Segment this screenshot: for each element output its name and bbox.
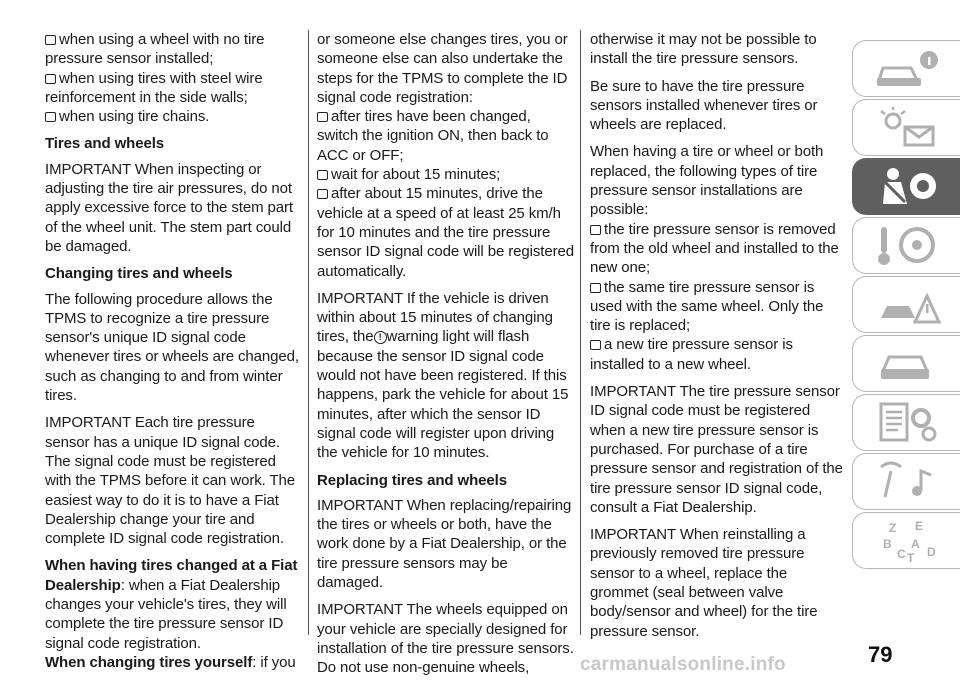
index-letter: Z [888,520,896,535]
column-3 [590,30,845,649]
inline-bold: When changing tires yourself [45,653,253,671]
tab-safety[interactable] [852,158,960,215]
tpms-warning-icon: ! [374,331,387,344]
paragraph-text: warning light will flash because the sensor ID signal code would not have been registered. If this happens, park the vehicle for about 15 minutes, after which the sensor ID signal code will register upon driving the vehicle for 10 minutes. [317,328,569,462]
tab-warning-lights[interactable] [852,99,960,156]
paragraph-text: : when a Fiat Dealership changes your vehicle's tires, they will complete the tire pressure sensor ID signal code registration. [45,576,287,652]
technical-data-icon [871,400,943,446]
chapter-tabs [852,40,960,571]
paragraph [45,653,300,672]
paragraph: Be sure to have the tire pressure sensors installed whenever tires or wheels are replaced. [590,77,818,134]
car-info-icon [871,46,943,92]
paragraph-text: IMPORTANT If the vehicle is driven within about 15 minutes of changing tires, the [317,289,553,346]
steering-wheel-key-icon [871,223,943,269]
watermark: carmanualsonline.info [580,654,786,675]
tab-car-info[interactable] [852,40,960,97]
bullet-item: after about 15 minutes, drive the vehicle at a speed of at least 25 km/h for 10 minutes and the tire pressure sensor ID signal code will be registered automatically. [317,185,574,280]
paragraph [45,556,300,652]
paragraph: The following procedure allows the TPMS to recognize a tire pressure sensor's unique ID signal code whenever tires or wheels are changed, such as changing to and from winter tires. [45,290,299,405]
bullet-item: the same tire pressure sensor is used with the same wheel. Only the tire is replaced; [590,278,845,336]
page-number: 79 [868,642,893,667]
bullet-item: the tire pressure sensor is removed from the old wheel and installed to the new one; [590,220,845,278]
car-service-icon [871,341,943,387]
tab-emergency[interactable] [852,276,960,333]
paragraph: IMPORTANT The tire pressure sensor ID signal code must be registered when a new tire pressure sensor is purchased. For purchase of a tire pressure sensor and registration of the tire pressure sensor ID signal code, consult a Fiat Dealership. [590,383,843,516]
paragraph: IMPORTANT Each tire pressure sensor has a unique ID signal code. The signal code must be registered with the TPMS before it can work. The easiest way to do it is to have a Fiat Dealership change your tire and complete ID signal code registration. [45,414,296,548]
paragraph: IMPORTANT When inspecting or adjusting the tire air pressures, do not apply excessive force to the stem part of the wheel unit. The stem part could be damaged. [45,160,293,255]
section-heading: Replacing tires and wheels [317,471,507,489]
section-heading: Tires and wheels [45,135,165,153]
paragraph: When having a tire or wheel or both replaced, the following types of tire pressure sensor installations are possible: [590,143,824,219]
section-heading: Changing tires and wheels [45,265,233,283]
column-1 [45,30,300,680]
index-letter: E [914,518,923,533]
column-divider [308,30,309,635]
index-letter: D [926,544,936,559]
inline-bold: When having tires changed at a Fiat Dealership [45,557,298,594]
bullet-item: a new tire pressure sensor is installed to a new wheel. [590,335,845,374]
bullet-item: when using a wheel with no tire pressure sensor installed; [45,30,300,69]
index-letter: T [906,550,914,564]
bullet-item: wait for about 15 minutes; [317,165,575,184]
tab-multimedia[interactable] [852,453,960,510]
index-letter: B [882,536,892,551]
column-divider [580,30,581,635]
bullet-item: when using tires with steel wire reinforcement in the side walls; [45,69,300,108]
paragraph [317,289,575,463]
warning-lights-icon [871,105,943,151]
bullet-item: when using tire chains. [45,107,300,126]
index-letter: C [896,546,906,561]
index-icon [871,518,943,564]
column-2 [317,30,575,686]
paragraph-text: : if you [252,653,296,671]
paragraph: otherwise it may not be possible to install the tire pressure sensors. [590,31,817,68]
paragraph: IMPORTANT When reinstalling a previously removed tire pressure sensor to a wheel, replace the grommet (seal between valve body/sensor and wheel) for the tire pressure sensor. [590,526,818,640]
seatbelt-airbag-icon [871,164,943,210]
bullet-item: after tires have been changed, switch the ignition ON, then back to ACC or OFF; [317,107,575,165]
paragraph: IMPORTANT The wheels equipped on your vehicle are specially designed for installation of the tire pressure sensors. Do not use non-genuine wheels, [317,601,574,677]
paragraph: or someone else changes tires, you or someone else can also undertake the steps for the TPMS to complete the ID signal code registration: [317,31,568,106]
multimedia-icon [871,459,943,505]
tab-index[interactable] [852,512,960,569]
breakdown-icon [871,282,943,328]
tab-technical-data[interactable] [852,394,960,451]
tab-starting-driving[interactable] [852,217,960,274]
tab-maintenance[interactable] [852,335,960,392]
index-letter: A [910,536,920,551]
paragraph: IMPORTANT When replacing/repairing the tires or wheels or both, have the work done by a Fiat Dealership, or the tire pressure sensors may be damaged. [317,496,572,592]
